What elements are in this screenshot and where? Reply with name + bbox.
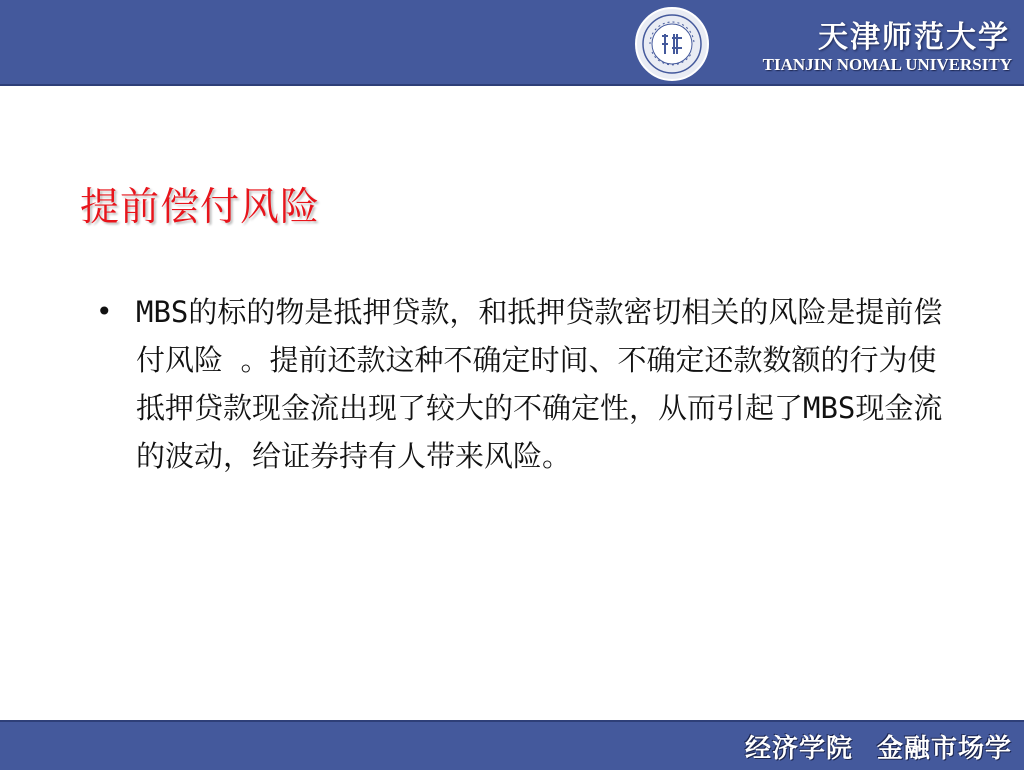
bullet-text: MBS的标的物是抵押贷款，和抵押贷款密切相关的风险是提前偿付风险 。提前还款这种不确定时间、不确定还款数额的行为使抵押贷款现金流出现了较大的不确定性，从而引起了MBS现金流的波动，给证券持有人带来风险。 (136, 295, 943, 473)
slide-title: 提前偿付风险 (80, 185, 321, 230)
footer-label-school: 经济学院 (744, 734, 853, 764)
footer-bar (0, 720, 1024, 770)
bullet-dot-icon: • (96, 295, 113, 328)
footer-label-course: 金融市场学 (876, 734, 1012, 764)
header-bar (0, 0, 1024, 86)
university-name-en: TIANJIN NOMAL UNIVERSITY (762, 55, 1012, 74)
footer-labels (745, 728, 1012, 765)
university-seal-icon (634, 6, 710, 82)
university-name-cn: 天津师范大学 (818, 20, 1010, 55)
bullet-list (96, 288, 956, 480)
list-item (96, 288, 956, 480)
